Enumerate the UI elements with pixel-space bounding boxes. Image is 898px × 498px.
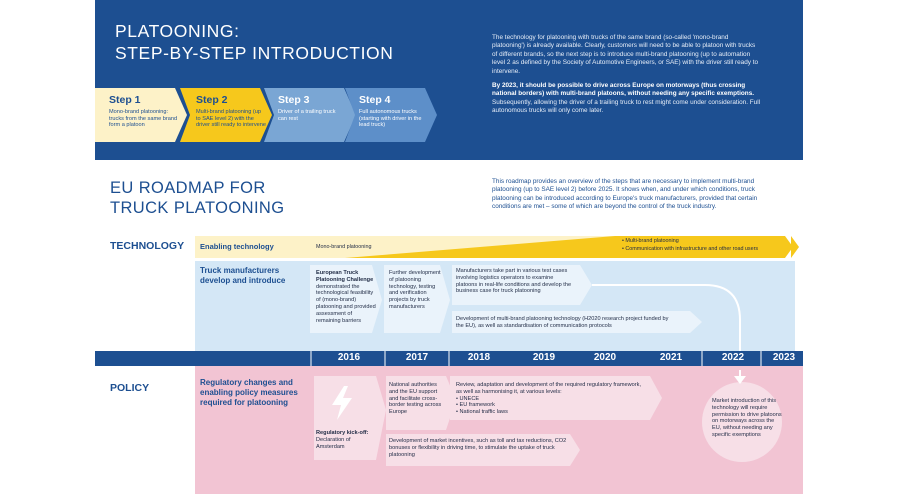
intro-paragraph-2: [492, 82, 770, 116]
intro-title-line1: PLATOONING:: [115, 21, 240, 41]
year-2019: 2019: [532, 352, 556, 363]
step-4-title: Step 4: [359, 94, 391, 106]
enabling-technology-label: Enabling technology: [200, 242, 274, 251]
step-3-title: Step 3: [278, 94, 310, 106]
step-4-text: Full autonomous trucks (starting with driver in the lead truck): [359, 109, 422, 129]
step-3: [264, 88, 356, 142]
challenge-title: European Truck Platooning Challenge: [316, 270, 374, 283]
roadmap-title: [110, 178, 310, 218]
year-2018: 2018: [467, 352, 491, 363]
year-2022: 2022: [721, 352, 745, 363]
step-1: [95, 88, 187, 142]
h2020-note: Development of multi-brand platooning technology (H2020 research project funded by the EU), as well as standardisation of communication protocols: [456, 316, 669, 329]
step-4: [345, 88, 437, 142]
lightning-icon: [330, 386, 354, 420]
market-incentives-note: Development of market incentives, such as toll and tax reductions, CO2 bonuses or flexibility in driving time, to stimulate the uptake of truck platooning: [389, 438, 567, 458]
year-2016: 2016: [337, 352, 361, 363]
step-1-title: Step 1: [109, 94, 141, 106]
kickoff-note: [316, 430, 376, 450]
kickoff-title: Regulatory kick-off:: [316, 430, 369, 436]
intro-title: [115, 20, 455, 64]
intro-paragraph-1: The technology for platooning with trucks of the same brand (so-called 'mono-brand platooning') is already available. Clearly, customers will need to be able to platoon with trucks of different brands, so the next step is to introduce multi-brand platooning (up to automation level 2 as defined by the Society of Automotive Engineers, or SAE) with the driver still ready to intervene.: [492, 34, 759, 75]
year-2017: 2017: [405, 352, 429, 363]
step-3-text: Driver of a trailing truck can rest: [278, 109, 336, 122]
roadmap-title-line1: EU ROADMAP FOR: [110, 179, 266, 197]
regulatory-review-text: Review, adaptation and development of the required regulatory framework, as well as harmonising it, at various levels:: [456, 382, 642, 395]
roadmap-title-line2: TRUCK PLATOONING: [110, 199, 285, 217]
year-2020: 2020: [593, 352, 617, 363]
step-2-title: Step 2: [196, 94, 228, 106]
level-national-traffic-laws: • National traffic laws: [456, 409, 508, 416]
regulatory-review-note: [456, 382, 646, 416]
kickoff-text: Declaration of Amsterdam: [316, 436, 351, 450]
multi-brand-label: • Multi-brand platooning: [622, 238, 679, 244]
national-authorities-note: National authorities and the EU support and facilitate cross-border testing across Europe: [389, 382, 442, 416]
year-2021: 2021: [659, 352, 683, 363]
step-2-text: Multi-brand platooning (up to SAE level 2) with the driver still ready to intervene: [196, 109, 266, 129]
technology-label: TECHNOLOGY: [110, 240, 185, 252]
policy-label: POLICY: [110, 382, 150, 394]
step-1-text: Mono-brand platooning: trucks from the same brand form a platoon: [109, 109, 178, 129]
test-cases-note: Manufacturers take part in various test cases involving logistics operators to examine platoons in real-life conditions and develop the business case for truck platooning: [456, 268, 572, 295]
challenge-note: [316, 270, 376, 324]
communication-label: • Communication with infrastructure and other road users: [622, 246, 759, 252]
intro-paragraph-2-rest: Subsequently, allowing the driver of a trailing truck to rest might come under consideration. Full autonomous trucks will only come later.: [492, 98, 761, 115]
regulatory-label: Regulatory changes and enabling policy measures required for platooning: [200, 378, 298, 407]
roadmap-description: This roadmap provides an overview of the steps that are necessary to implement multi-brand platooning (up to SAE level 2) before 2025. It shows when, and under which conditions, truck platooning can be introduced according to Europe's truck manufacturers, provided that certain conditions are met – some of which are beyond the control of the truck industry.: [492, 178, 758, 211]
intro-title-line2: STEP-BY-STEP INTRODUCTION: [115, 43, 394, 63]
challenge-text: demonstrated the technological feasibility of (mono-brand) platooning and provided assessment of remaining barriers: [316, 283, 376, 324]
year-2023: 2023: [772, 352, 796, 363]
level-unece: • UNECE: [456, 395, 480, 402]
mono-brand-label: Mono-brand platooning: [316, 244, 372, 250]
further-development-note: Further development of platooning technology, testing and verification projects by truck manufacturers: [389, 270, 441, 310]
market-introduction-note: Market introduction of this technology will require permission to drive platoons on motorways across the EU, without needing any specific exemptions: [712, 398, 782, 438]
step-2: [180, 88, 272, 142]
regulatory-levels-list: [456, 396, 646, 416]
intro-paragraph-2-bold: By 2023, it should be possible to drive across Europe on motorways (thus crossing national borders) with multi-brand platoons, without needing any specific exemptions.: [492, 82, 755, 98]
truck-manufacturers-label: Truck manufacturers develop and introduce: [200, 266, 286, 285]
level-eu-framework: • EU framework: [456, 402, 495, 409]
